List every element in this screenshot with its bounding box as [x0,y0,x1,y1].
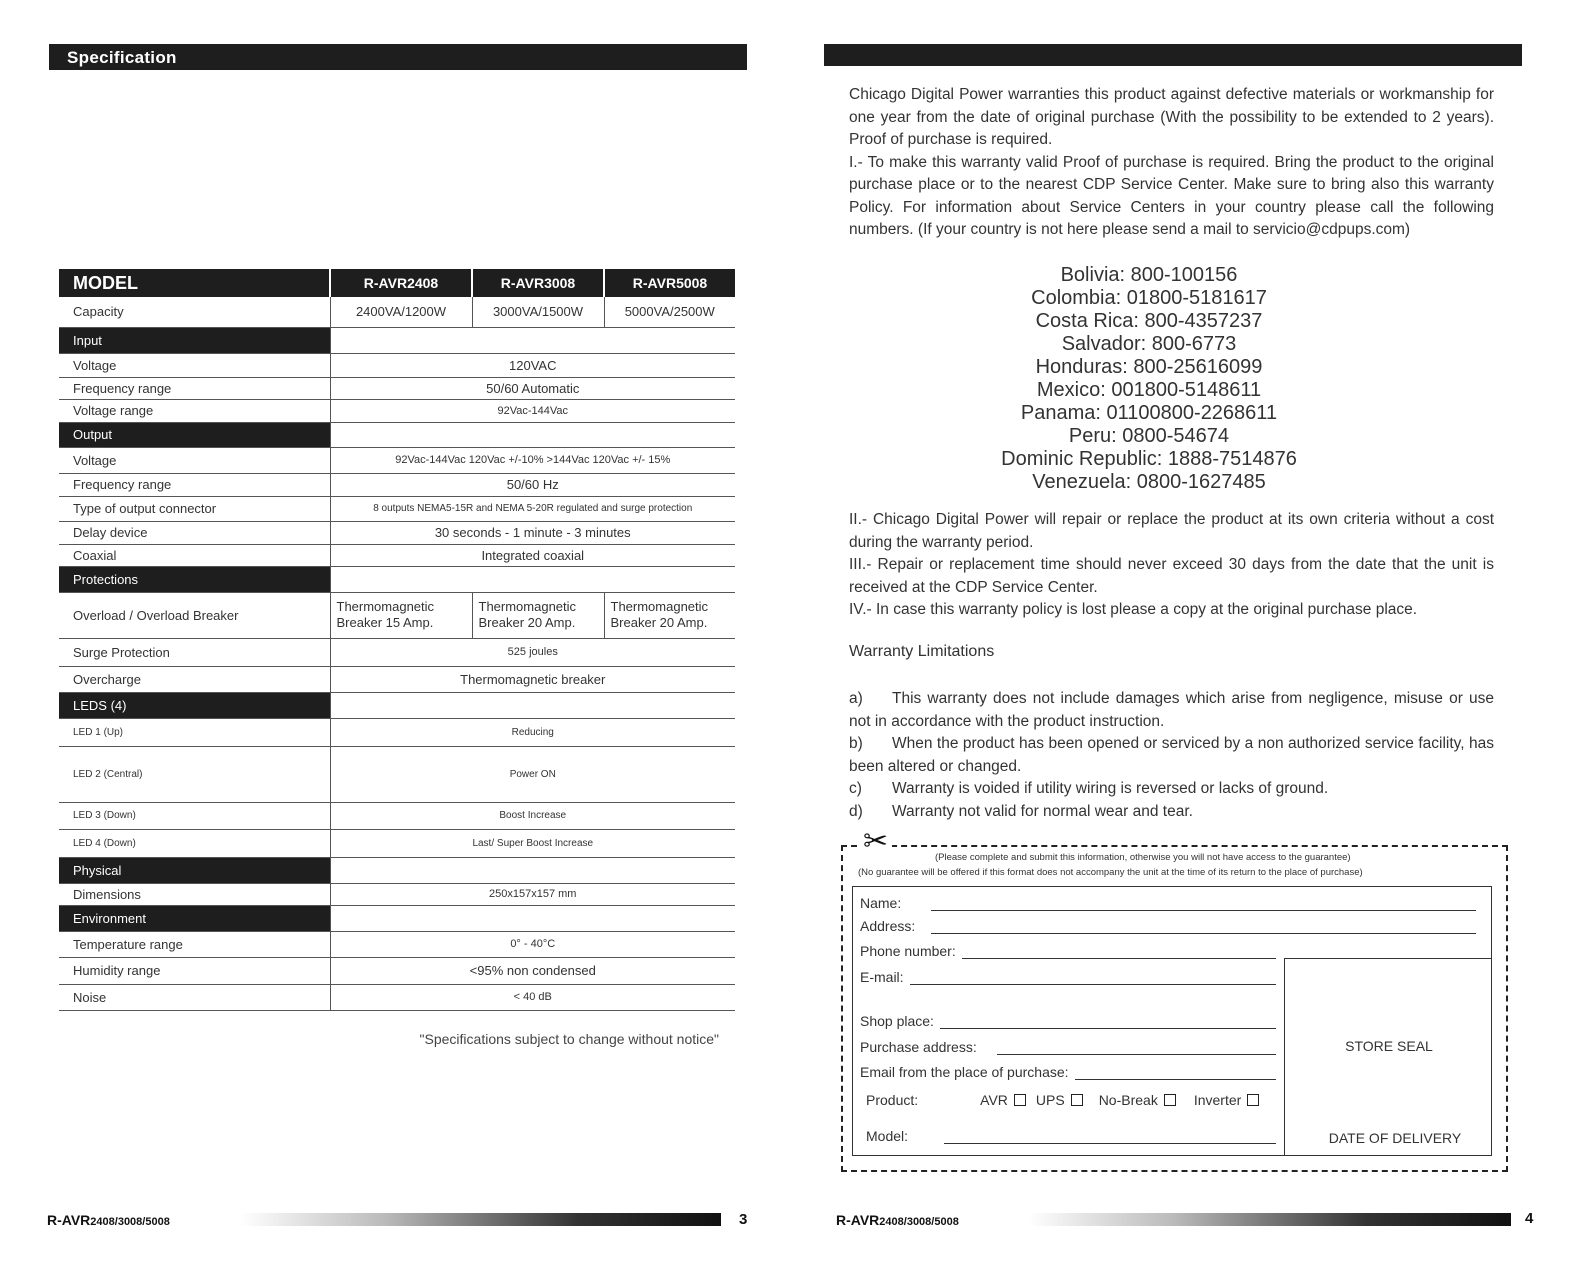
table-header-row [59,269,735,297]
table-row: Humidity range <95% non condensed [59,957,735,984]
table-row: LED 1 (Up) Reducing [59,718,735,746]
list-item: Peru: 0800-54674 [1068,425,1230,447]
date-of-delivery-label: DATE OF DELIVERY [1328,1130,1462,1146]
limitations-list [849,688,1494,823]
section-output: Output [59,422,735,447]
list-item: c) Warranty is voided if utility wiring is reversed or lacks of ground. [849,780,1329,797]
list-item: Panama: 01100800-2268611 [1020,402,1278,424]
list-item: Venezuela: 0800-1627485 [1032,471,1266,493]
spec-footnote: "Specifications subject to change without notice" [419,1031,719,1047]
limitations-title: Warranty Limitations [849,643,995,660]
spec-header-bar [49,44,747,70]
list-item: Dominic Republic: 1888-7514876 [1001,448,1297,470]
table-row: Overload / Overload Breaker Thermomagnetic Breaker 15 Amp. Thermomagnetic Breaker 20 Amp. Thermomagnetic Breaker 20 Amp. [59,592,735,638]
section-input: Input [59,327,735,353]
service-phone-list [849,264,1449,494]
ups-option[interactable]: UPS [1036,1092,1083,1108]
table-row: Overcharge Thermomagnetic breaker [59,666,735,692]
name-field[interactable]: Name: [860,895,1476,911]
avr-option[interactable]: AVR [980,1092,1026,1108]
store-seal-label: STORE SEAL [1345,1038,1433,1054]
shop-place-field[interactable]: Shop place: [860,1013,1276,1029]
no-break-checkbox[interactable] [1164,1094,1176,1106]
phone-field[interactable]: Phone number: [860,943,1276,959]
warranty-clause-2: II.- Chicago Digital Power will repair or replace the product at its own criteria without a cost during the warranty period. [849,511,1494,551]
table-row: Frequency range 50/60 Automatic [59,377,735,399]
purchase-email-field[interactable]: Email from the place of purchase: [860,1064,1276,1080]
model-col-2: R-AVR3008 [472,269,604,297]
list-item: b) When the product has been opened or serviced by a non authorized service facility, has been altered or changed. [849,735,1494,775]
inverter-checkbox[interactable] [1247,1094,1259,1106]
avr-checkbox[interactable] [1014,1094,1026,1106]
table-row: Coaxial Integrated coaxial [59,544,735,566]
table-row: Dimensions 250x157x157 mm [59,883,735,905]
page-number-left: 3 [739,1211,748,1228]
footer-gradient-left [240,1213,721,1226]
table-row: LED 2 (Central) Power ON [59,746,735,802]
scissors-icon: ✂ [859,822,892,862]
section-protections: Protections [59,566,735,592]
table-row: Capacity 2400VA/1200W 3000VA/1500W 5000VA/2500W [59,297,735,327]
table-row: Voltage 92Vac-144Vac 120Vac +/-10% >144Vac 120Vac +/- 15% [59,447,735,473]
list-item: Honduras: 800-25616099 [1035,356,1263,378]
spec-header-title: Specification [67,48,177,67]
model-col-3: R-AVR5008 [604,269,735,297]
list-item: Bolivia: 800-100156 [1060,264,1238,286]
warranty-intro-paragraph: Chicago Digital Power warranties this product against defective materials or workmanship for one year from the date of original purchase (With the possibility to be extended to 2 years). Proof of purchase is required. [849,86,1494,148]
section-environment: Environment [59,905,735,931]
table-row: LED 3 (Down) Boost Increase [59,802,735,829]
footer-model-right: R-AVR2408/3008/5008 [836,1212,959,1228]
table-row: LED 4 (Down) Last/ Super Boost Increase [59,829,735,857]
model-col-1: R-AVR2408 [330,269,472,297]
product-selector: Product: AVR UPS No-Break Inverter [866,1092,1259,1108]
warranty-intro [849,84,1494,242]
coupon-note: (Please complete and submit this information, otherwise you will not have access to the guarantee) [935,852,1351,863]
warranty-clause-4: IV.- In case this warranty policy is lost please a copy at the original purchase place. [849,601,1418,618]
email-field[interactable]: E-mail: [860,969,1276,985]
list-item: Mexico: 001800-5148611 [1036,379,1262,401]
table-row: Voltage range 92Vac-144Vac [59,399,735,422]
list-item: Salvador: 800-6773 [1061,333,1237,355]
spec-table [59,269,735,1011]
address-field[interactable]: Address: [860,918,1476,934]
warranty-header-bar [824,44,1522,66]
list-item: Costa Rica: 800-4357237 [1035,310,1263,332]
warranty-clauses [849,509,1494,622]
purchase-address-field[interactable]: Purchase address: [860,1039,1276,1055]
model-header: MODEL [59,269,330,297]
footer-model-left: R-AVR2408/3008/5008 [47,1212,170,1228]
store-seal-box [1284,958,1492,1156]
model-field[interactable]: Model: [866,1128,1276,1144]
list-item: a) This warranty does not include damages which arise from negligence, misuse or use not in accordance with the product instruction. [849,690,1494,730]
table-row: Noise < 40 dB [59,984,735,1010]
inverter-option[interactable]: Inverter [1194,1092,1259,1108]
footer-gradient-right [1028,1213,1511,1226]
table-row: Type of output connector 8 outputs NEMA5-15R and NEMA 5-20R regulated and surge protection [59,496,735,521]
list-item: d) Warranty not valid for normal wear and tear. [849,802,1193,820]
section-physical: Physical [59,857,735,883]
section-leds: LEDS (4) [59,692,735,718]
table-row: Surge Protection 525 joules [59,638,735,666]
table-row: Voltage 120VAC [59,353,735,377]
warranty-clause-1: I.- To make this warranty valid Proof of purchase is required. Bring the product to the original purchase place or to the nearest CDP Service Center. Make sure to bring also this warranty Policy. For information about Service Centers in your country please call the following numbers. (If your country is not here please send a mail to servicio@cdpups.com) [849,153,1494,238]
list-item: Colombia: 01800-5181617 [1031,287,1267,309]
table-row: Frequency range 50/60 Hz [59,473,735,496]
warranty-clause-3: III.- Repair or replacement time should never exceed 30 days from the date that the unit is received at the CDP Service Center. [849,556,1494,596]
no-break-option[interactable]: No-Break [1099,1092,1176,1108]
table-row: Delay device 30 seconds - 1 minute - 3 minutes [59,521,735,544]
coupon-note: (No guarantee will be offered if this format does not accompany the unit at the time of its return to the place of purchase) [858,867,1363,878]
table-row: Temperature range 0° - 40°C [59,931,735,957]
page-number-right: 4 [1525,1210,1534,1227]
ups-checkbox[interactable] [1071,1094,1083,1106]
